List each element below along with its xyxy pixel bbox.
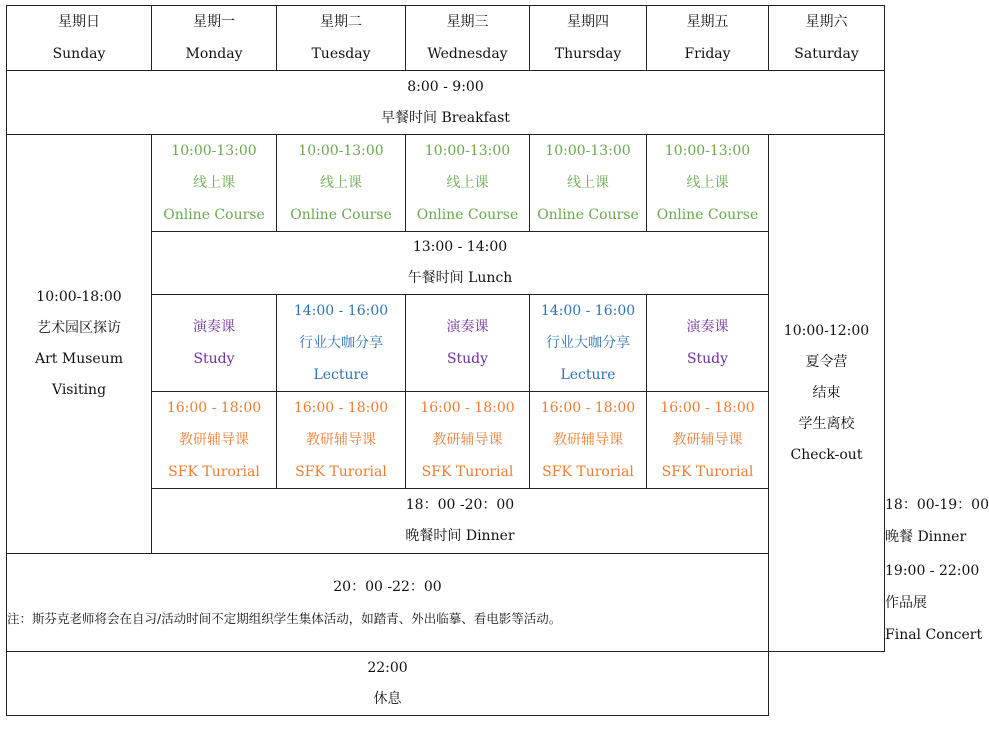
- saturday-checkout-cell: 10:00-12:00 夏令营 结束 学生离校 Check-out: [769, 135, 885, 652]
- header-wednesday: 星期三 Wednesday: [406, 6, 530, 71]
- tutorial-monday: 16:00 - 18:00 教研辅导课 SFK Turorial: [152, 392, 277, 489]
- study-wednesday: 演奏课 Study: [406, 295, 530, 392]
- header-tuesday: 星期二 Tuesday: [277, 6, 406, 71]
- tutorial-friday: 16:00 - 18:00 教研辅导课 SFK Turorial: [647, 392, 769, 489]
- dinner-cell: 18：00 -20：00 晚餐时间 Dinner: [152, 489, 769, 554]
- activity-note: 注：斯芬克老师将会在自习/活动时间不定期组织学生集体活动，如踏青、外出临摹、看电影等活动。: [7, 610, 562, 626]
- header-thursday: 星期四 Thursday: [530, 6, 647, 71]
- online-course-thursday: 10:00-13:00 线上课 Online Course: [530, 135, 647, 232]
- header-row: [7, 6, 885, 71]
- breakfast-cell: 8:00 - 9:00 早餐时间 Breakfast: [7, 71, 885, 135]
- sunday-visit-cell: 10:00-18:00 艺术园区探访 Art Museum Visiting: [7, 135, 152, 554]
- header-monday: 星期一 Monday: [152, 6, 277, 71]
- header-friday: 星期五 Friday: [647, 6, 769, 71]
- online-course-friday: 10:00-13:00 线上课 Online Course: [647, 135, 769, 232]
- lecture-tuesday: 14:00 - 16:00 行业大咖分享 Lecture: [277, 295, 406, 392]
- online-course-tuesday: 10:00-13:00 线上课 Online Course: [277, 135, 406, 232]
- activity-cell: 20：00 -22：00 注：斯芬克老师将会在自习/活动时间不定期组织学生集体活动，如踏青、外出临摹、看电影等活动。: [7, 554, 769, 652]
- header-sunday: 星期日 Sunday: [7, 6, 152, 71]
- online-course-monday: 10:00-13:00 线上课 Online Course: [152, 135, 277, 232]
- lecture-thursday: 14:00 - 16:00 行业大咖分享 Lecture: [530, 295, 647, 392]
- tutorial-wednesday: 16:00 - 18:00 教研辅导课 SFK Turorial: [406, 392, 530, 489]
- tutorial-tuesday: 16:00 - 18:00 教研辅导课 SFK Turorial: [277, 392, 406, 489]
- study-friday: 演奏课 Study: [647, 295, 769, 392]
- rest-cell: 22:00 休息: [7, 652, 769, 716]
- lunch-cell: 13:00 - 14:00 午餐时间 Lunch: [152, 232, 769, 295]
- study-monday: 演奏课 Study: [152, 295, 277, 392]
- header-saturday: 星期六 Saturday: [769, 6, 885, 71]
- tutorial-thursday: 16:00 - 18:00 教研辅导课 SFK Turorial: [530, 392, 647, 489]
- schedule-table: 星期日 Sunday 星期一 Monday 星期二 Tuesday 星期三 Wednesday 星期四 Thursday 星期五 Friday 星期六 Saturday 8:00 - 9:00 早餐时间 Breakfast 10:00-18:00 艺术园区探访 Art Museum Visiting 10:00-13:00 线上课 Online Course 10:00-13:00 线上课 Online Course 10:00-13:00 线上课 Online Course 10:00-13:00 线上课 Online Course 10:00-13:00 线上课 Online Course 10:00-12:00 夏令营 结束 学生离校 Check-out 13:00 - 14:00 午餐时间 Lunch 演奏课 Study 14:00 - 16:00 行业大咖分享 Lecture 演奏课 Study 14:00 - 16:00 行业大咖分享 Lecture 演奏课 Study 16:00 - 18:00 教研辅导课 SFK Turorial 16:00 - 18:00 教研辅导课 SFK Turorial 16:00 - 18:00 教研辅导课 SFK Turorial 16:00 - 18:00 教研辅导课 SFK Turorial 16:00 - 18:00 教研辅导课 SFK Turorial 18：00 -20：00 晚餐时间 Dinner 18：00-19：00 晚餐 Dinner 20：00 -22：00 注：斯芬克老师将会在自习/活动时间不定期组织学生集体活动，如踏青、外出临摹、看电影等活动。 19:00 - 22:00 作品展 Final Concert 22:00 休息: [6, 5, 885, 716]
- online-course-wednesday: 10:00-13:00 线上课 Online Course: [406, 135, 530, 232]
